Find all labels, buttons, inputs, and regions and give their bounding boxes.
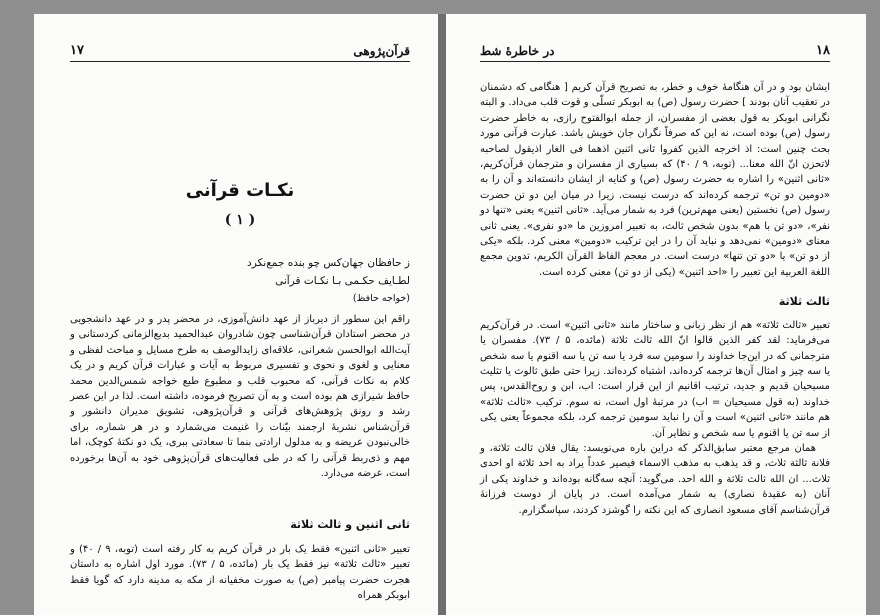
right-section-title: ثالث ثلاثة: [778, 295, 830, 309]
intro-paragraph: [70, 312, 410, 481]
left-section-title: ثانی اثنین و ثالث ثلاثة: [290, 518, 410, 531]
left-page-number: ۱۷: [70, 43, 84, 58]
intro-text: راقم این سطور از دیرباز از عهد دانش‌آموزی، در محضر پدر و در عهد دانشجویی در محضر استادان قرآن‌شناسی چون شادروان عبدالحمید بدیع‌الزمانی کردستانی و آیت‌الله ابوالحسن شعرانی، علاقه‌ای زایدالوصف به طرح مسایل و مباحث لفظی و معنایی و لغوی و نحوی و تفسیری مربوط به آیات و عبارات قرآن کریم و در یک کلام به نکات قرآنی، که محبوب قلب و مطبوع طبع خواجه شمس‌الدین محمد حافظ شیرازی هم بوده است و به آن تصریح فرموده، داشته است. لذا در این عصر رشد و رونق پژوهش‌های قرآنی و قرآن‌پژوهی، تشویق مدیران دانشور و قرآن‌شناس نشریهٔ ارجمند بیّنات را غنیمت می‌شمارد و در هر شماره، برای خالی‌نبودن عریضه و به مدلول ارادتی بنما تا سعادتی ببری، یک دو نکتهٔ کوچک، اما مهم و ذی‌ربط قرآنی را که در طی فعالیت‌های قرآن‌پژوهی خود به آن‌ها برخورده است، عرضه می‌دارد.: [70, 314, 410, 480]
poem-line-1: ز حافظان جهان‌کس چو بنده جمع‌نکرد: [247, 257, 410, 269]
poem-attribution: (خواجه حافظ): [352, 293, 410, 304]
right-page-header: [480, 40, 830, 62]
right-paragraph-1: ایشان بود و در آن هنگامهٔ خوف و خطر، به تصریح قرآن کریم [ هنگامی که دشمنان در تعقیب آنان بودند ] حضرت رسول (ص) به ابوبکر تسلّی و قوت قلب می‌داد. و البته نگرانی ابوبکر به قول بعضی از مفسران، از جمله ابوالفتوح رازی، به خاطر حضرت رسول (ص) بوده است، نه این که صرفاً نگران جان خویش باشد. عبارت قرآنی مورد بحث چنین است: اذ اخرجه الذین کفروا ثانی اثنین اذهما فی الغار اذیقول لصاحبه لاتحزن انّ الله معنا... (توبه، ۹ / ۴۰) که بسیاری از مفسران و مترجمان قرآن‌کریم، «ثانی اثنین» را اشاره به حضرت رسول (ص) و کنایه از ایشان دانسته‌اند و آن را به «دومین دو تن» ترجمه کرده‌اند که درست نیست. زیرا در میان این دو تن حضرت رسول (ص) نخستین (یعنی مهم‌ترین) فرد به شمار می‌آید. «ثانی اثنین» یعنی «تنها دو نفر»، «دو تن با هم» بدون شخص ثالث، به تعبیر امروزین ما «دو نفری». یعنی ثانی معنای «دومین» نمی‌دهد و نباید آن را در این ترکیب «دومین» معنی کرد. بلکه «یکی از دو تن» یا «دو تن تنها» درست است. در معجم الفاظ القرآن الکریم، تدوین مجمع اللغة العربیة این تعبیر را «احد اثنین» (یکی از دو تن) معنی کرده است.: [480, 82, 830, 278]
chapter-number: ( ۱ ): [224, 212, 256, 228]
right-paragraph-3: همان مرجع معتبر سابق‌الذکر که دراین باره می‌نویسد: یقال فلان ثالث ثلاثة، و فلانة ثالثة ثلاث، و قد یذهب به مذهب الاسماء فیصیر عدداً یراد به احد ثلاثة او احدی ثلاث... ان الله ثالث ثلاثة و الله احد. می‌گوید: آنچه سه‌گانه بوده‌اند و خداوند یکی از آنان (به عقیدهٔ نصاری) به شمار می‌آمده است. در پایان از دوست فرزانهٔ قرآن‌شناسم آقای مسعود انصاری که این نکته را گوشزد کردند، سپاسگزارم.: [480, 442, 830, 516]
chapter-title: نکـات قرآنی: [185, 180, 295, 201]
right-page: [446, 14, 866, 615]
left-page-header: [70, 40, 410, 62]
epigraph-poem: [200, 254, 410, 308]
left-running-title: قرآن‌پژوهی: [353, 44, 410, 58]
right-page-number: ۱۸: [816, 43, 830, 58]
right-paragraph-2: تعبیر «ثالث ثلاثة» هم از نظر زبانی و ساختار مانند «ثانی اثنین» است. در قرآن‌کریم می‌فرماید: لقد کفر الذین قالوا انّ الله ثالث ثلاثة (مائده، ۵ / ۷۳). مفسران یا مترجمانی که در این‌جا خداوند را سومین سه فرد یا سه تن یا سه اقنوم یا سه شخص یا سه چیز و امثال آن‌ها ترجمه کرده‌اند، اشتباه کرده‌اند. زیرا حتی طبق ثالوث یا تثلیث مسیحیان قدیم و جدید، ترتیب اقانیم از این قرار است: اب، ابن و روح‌القدس، پس خداوند (به قول مسیحیان = اب) در مرتبهٔ اول است، نه سوم. ترکیب «ثالث ثلاثة» هم مانند «ثانی اثنین» است و آن را نباید سومین ترجمه کرد، بلکه مجموعاً یعنی یکی از سه تن یا اقنوم یا سه شخص و نظایر آن.: [480, 319, 830, 439]
book-gutter: [438, 14, 446, 615]
left-tail-paragraph: [70, 542, 410, 604]
right-page-body: [480, 80, 830, 518]
left-tail-text: تعبیر «ثانی اثنین» فقط یک بار در قرآن کریم به کار رفته است (توبه، ۹ / ۴۰) و تعبیر «ثالث ثلاثة» نیز فقط یک بار (مائده، ۵ / ۷۳). مورد اول اشاره به داستان هجرت حضرت پیامبر (ص) به صورت مخفیانه از مکه به مدینه دارد که گویا فقط ابوبکر همراه: [70, 544, 410, 602]
right-running-title: در خاطرهٔ شط: [480, 44, 555, 58]
poem-line-2: لطـایف حکـمی بـا نکـات قرآنی: [275, 275, 410, 287]
left-page: [34, 14, 438, 615]
